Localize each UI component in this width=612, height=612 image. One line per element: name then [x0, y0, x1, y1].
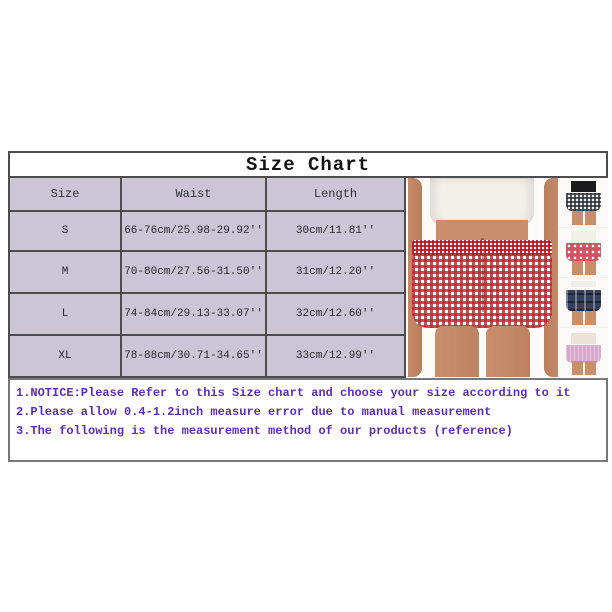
size-chart-title-bar	[8, 151, 608, 178]
notice-line: 2.Please allow 0.4-1.2inch measure error due to manual measurement	[16, 405, 492, 419]
table-cell: 70-80cm/27.56-31.50''	[122, 252, 267, 294]
table-cell: XL	[10, 336, 122, 376]
thumb-leg	[585, 211, 596, 225]
page-title: Size Chart	[245, 153, 371, 176]
notice-list	[8, 378, 608, 462]
table-cell: 33cm/12.99''	[295, 350, 376, 362]
table-cell: 78-88cm/30.71-34.65''	[122, 336, 267, 376]
shorts-waistband	[412, 240, 552, 256]
thumb-leg	[572, 311, 583, 325]
white-crop-top	[430, 178, 534, 225]
table-cell: 74-84cm/29.13-33.07''	[122, 294, 267, 336]
thumb-top-garment	[571, 333, 596, 344]
thumb-shorts	[566, 290, 600, 311]
size-table	[8, 176, 406, 378]
table-cell: M	[10, 252, 122, 294]
thumb-top-garment	[571, 181, 596, 192]
thumb-leg	[572, 261, 583, 275]
column-header: Length	[267, 178, 404, 212]
table-cell: S	[10, 212, 122, 252]
thumb-leg	[585, 261, 596, 275]
table-cell: 66-76cm/25.98-29.92''	[122, 212, 267, 252]
table-cell: 32cm/12.60''	[267, 294, 404, 336]
thumbnail-pink-shorts	[559, 328, 608, 377]
table-cell: L	[10, 294, 122, 336]
thumb-shorts	[566, 243, 600, 261]
thumbnail-red-print-shorts	[559, 228, 608, 278]
shorts-body	[412, 255, 552, 328]
notice-line: 1.NOTICE:Please Refer to this Size chart and choose your size according to it	[16, 386, 571, 400]
model-left-leg	[435, 326, 479, 377]
column-header: Size	[10, 178, 122, 212]
product-main-image	[408, 178, 558, 377]
thumb-leg	[585, 311, 596, 325]
red-gingham-shorts	[412, 240, 552, 328]
model-right-leg	[486, 326, 530, 377]
thumbnail-navy-plaid-shorts	[559, 278, 608, 328]
table-cell: 31cm/12.20''	[267, 252, 404, 294]
column-header: Waist	[122, 178, 267, 212]
thumb-top-garment	[571, 281, 596, 287]
thumb-leg	[572, 361, 583, 375]
thumb-shorts	[566, 193, 600, 211]
thumb-leg	[572, 211, 583, 225]
product-thumbnail-column	[559, 178, 608, 377]
table-cell: 30cm/11.81''	[267, 212, 404, 252]
thumb-leg	[585, 361, 596, 375]
notice-line: 3.The following is the measurement method of our products (reference)	[16, 424, 513, 438]
thumbnail-black-gingham-shorts	[559, 178, 608, 228]
